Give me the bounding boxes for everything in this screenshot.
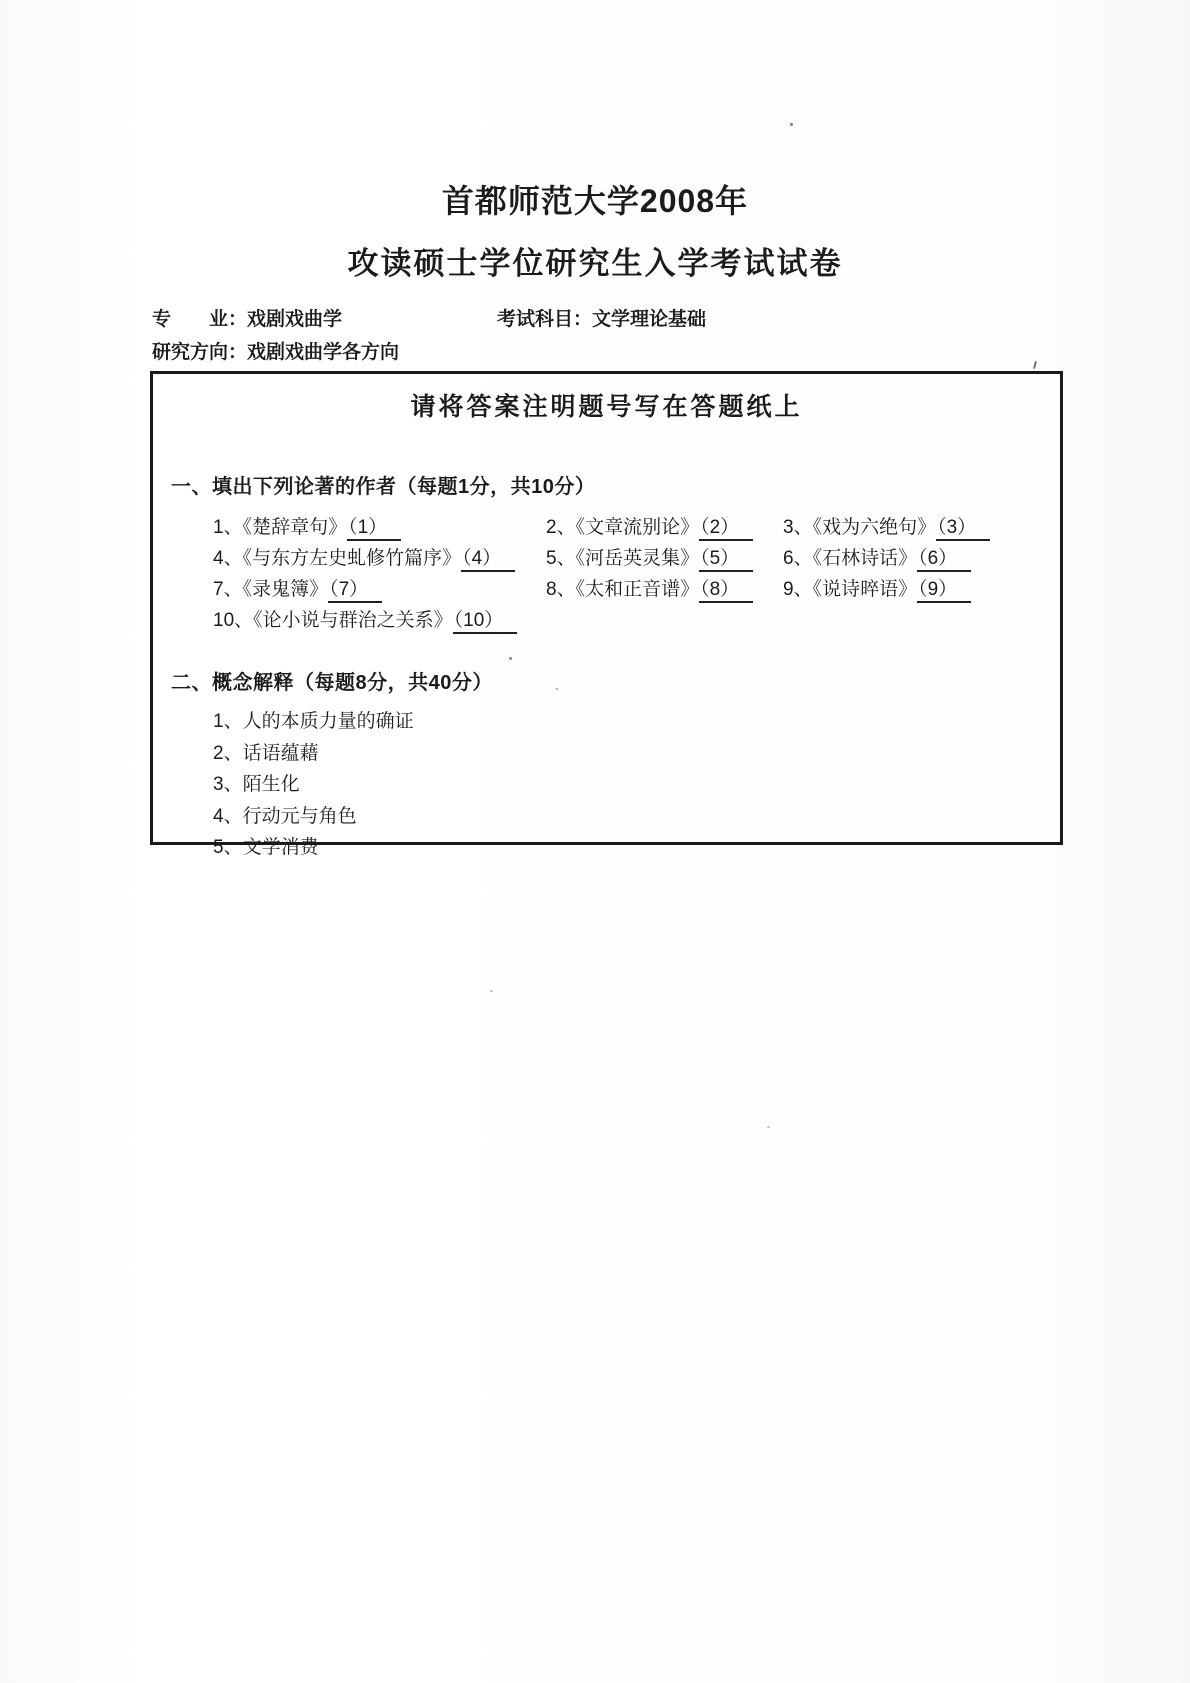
direction-value: 戏剧戏曲学各方向 — [247, 342, 400, 363]
scan-speck — [767, 1126, 770, 1128]
fill-in-author-grid — [213, 512, 1060, 636]
fill-item-9 — [783, 574, 1060, 605]
fill-item-3 — [783, 512, 1060, 543]
fill-item-2 — [546, 512, 783, 543]
concept-list — [213, 706, 1060, 864]
fill-item-label: 9、《说诗晬语》 — [783, 579, 918, 600]
answer-blank: （5） — [699, 548, 753, 572]
fill-item-label: 2、《文章流别论》 — [546, 517, 700, 538]
concept-item-2: 2、话语蕴藉 — [213, 742, 319, 764]
fill-item-label: 6、《石林诗话》 — [783, 548, 918, 569]
fill-item-10 — [213, 605, 1060, 636]
answer-blank: （1） — [347, 517, 401, 541]
concept-item-5: 5、文学消费 — [213, 837, 319, 858]
exam-body-box — [150, 371, 1063, 858]
fill-item-8 — [546, 574, 783, 605]
answer-blank: （4） — [461, 548, 515, 572]
major-label: 专 业： — [152, 309, 248, 330]
subject-field — [497, 303, 706, 336]
fill-item-label: 4、《与东方左史虬修竹篇序》 — [213, 548, 462, 569]
meta-row-direction — [152, 336, 1072, 369]
answer-blank: （2） — [699, 517, 753, 541]
concept-item-1: 1、人的本质力量的确证 — [213, 711, 414, 732]
fill-item-label: 1、《楚辞章句》 — [213, 517, 348, 538]
exam-title-type: 攻读硕士学位研究生入学考试试卷 — [347, 246, 843, 281]
scan-speck — [509, 657, 512, 660]
major-value: 戏剧戏曲学 — [247, 309, 343, 330]
answer-blank: （10） — [453, 610, 518, 634]
exam-meta — [152, 303, 1072, 369]
fill-item-label: 5、《河岳英灵集》 — [546, 548, 700, 569]
answer-blank: （3） — [936, 517, 990, 541]
scan-speck — [490, 990, 493, 992]
fill-item-label: 3、《戏为六绝句》 — [783, 517, 937, 538]
fill-item-5 — [546, 543, 783, 574]
answer-blank: （8） — [699, 579, 753, 603]
concept-item-3: 3、陌生化 — [213, 774, 300, 795]
section-two-heading: 二、概念解释（每题8分，共40分） — [171, 672, 493, 694]
fill-item-6 — [783, 543, 1060, 574]
meta-row-major-subject — [152, 303, 1072, 336]
answer-sheet-notice: 请将答案注明题号写在答题纸上 — [410, 393, 803, 421]
answer-blank: （7） — [328, 579, 382, 603]
fill-item-label: 7、《录鬼簿》 — [213, 579, 329, 600]
scan-speck — [556, 688, 558, 690]
fill-item-label: 10、《论小说与群治之关系》 — [213, 610, 453, 631]
section-one-heading: 一、填出下列论著的作者（每题1分，共10分） — [171, 476, 596, 498]
answer-blank: （6） — [917, 548, 971, 572]
concept-item-4: 4、行动元与角色 — [213, 805, 357, 827]
subject-value: 文学理论基础 — [592, 309, 707, 330]
scan-speck — [790, 123, 793, 126]
fill-item-label: 8、《太和正音谱》 — [546, 579, 700, 600]
fill-item-1 — [213, 512, 546, 543]
fill-item-7 — [213, 574, 546, 605]
exam-title-university-year: 首都师范大学2008年 — [441, 183, 749, 219]
fill-item-4 — [213, 543, 546, 574]
subject-label: 考试科目： — [497, 309, 593, 330]
answer-blank: （9） — [917, 579, 971, 603]
direction-label: 研究方向： — [152, 342, 248, 363]
